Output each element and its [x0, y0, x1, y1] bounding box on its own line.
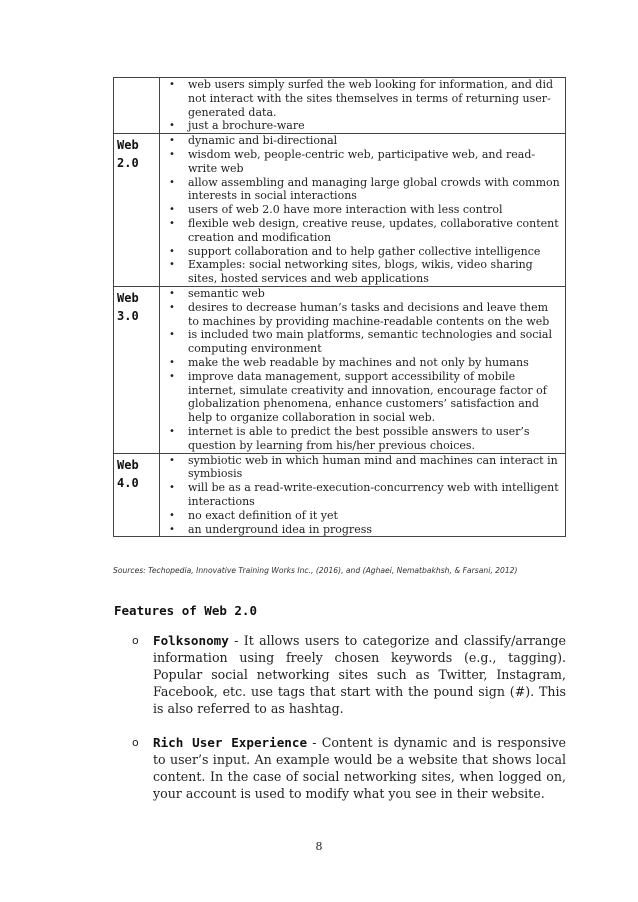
list-item: • is included two main platforms, semantic technologies and social computing environment: [160, 328, 565, 356]
row-label-line1: Web: [117, 290, 139, 305]
list-item: • internet is able to predict the best possible answers to user’s question by learning from his/her previous choices.: [160, 425, 565, 453]
row-label: [114, 78, 160, 134]
feature-term: Folksonomy: [153, 633, 229, 648]
list-item: • semantic web: [160, 287, 565, 301]
table-row: [114, 78, 566, 134]
row-items: [160, 78, 566, 134]
list-item: • web users simply surfed the web looking for information, and did not interact with the sites themselves in terms of returning user-generated data.: [160, 78, 565, 119]
row-label-line2: 2.0: [117, 156, 139, 171]
list-item: • support collaboration and to help gather collective intelligence: [160, 245, 565, 259]
row-label-web-2-0: [114, 134, 160, 287]
web-versions-table: [113, 77, 566, 537]
section-heading: Features of Web 2.0: [114, 603, 257, 618]
circle-bullet-icon: o: [132, 634, 139, 647]
list-item: • no exact definition of it yet: [160, 509, 565, 523]
feature-description: - It allows users to categorize and classify/arrange information using freely chosen keywords (e.g., tagging). Popular social networking sites such as Twitter, Instagram, Facebook, etc. use tags that start with the pound sign (#). This is also referred to as hashtag.: [153, 633, 566, 716]
row-items: [160, 453, 566, 537]
list-item: • Examples: social networking sites, blogs, wikis, video sharing sites, hosted services and web applications: [160, 258, 565, 286]
features-list: [130, 632, 566, 819]
list-item: • make the web readable by machines and not only by humans: [160, 356, 565, 370]
table-row: [114, 453, 566, 537]
bullet-list: [160, 78, 565, 133]
row-items: [160, 134, 566, 287]
feature-description: - Content is dynamic and is responsive to user’s input. An example would be a website that shows local content. In the case of social networking sites, when logged on, your account is used to modify what you see in their website.: [153, 735, 566, 801]
row-label-line2: 3.0: [117, 308, 139, 323]
bullet-list: [160, 134, 565, 286]
bullet-list: [160, 454, 565, 537]
list-item: • allow assembling and managing large global crowds with common interests in social interactions: [160, 176, 565, 204]
bullet-list: [160, 287, 565, 453]
row-label-line1: Web: [117, 457, 139, 472]
circle-bullet-icon: o: [132, 736, 139, 749]
list-item: • symbiotic web in which human mind and machines can interact in symbiosis: [160, 454, 565, 482]
list-item: • flexible web design, creative reuse, updates, collaborative content creation and modification: [160, 217, 565, 245]
row-label-web-3-0: [114, 286, 160, 453]
table-row: [114, 286, 566, 453]
sources-caption: Sources: Techopedia, Innovative Training Works Inc., (2016), and (Aghaei, Nematbakhsh, & Farsani, 2012): [113, 566, 518, 575]
feature-item-folksonomy: [130, 632, 566, 717]
list-item: • just a brochure-ware: [160, 119, 565, 133]
list-item: • desires to decrease human’s tasks and decisions and leave them to machines by providing machine-readable contents on the web: [160, 301, 565, 329]
row-label-line2: 4.0: [117, 475, 139, 490]
row-label-line1: Web: [117, 138, 139, 153]
page-number: 8: [315, 840, 323, 853]
list-item: • an underground idea in progress: [160, 523, 565, 537]
table-row: [114, 134, 566, 287]
row-items: [160, 286, 566, 453]
list-item: • dynamic and bi-directional: [160, 134, 565, 148]
feature-item-rich-user-experience: [130, 734, 566, 802]
list-item: • will be as a read-write-execution-concurrency web with intelligent interactions: [160, 481, 565, 509]
feature-term: Rich User Experience: [153, 735, 308, 750]
list-item: • users of web 2.0 have more interaction with less control: [160, 203, 565, 217]
list-item: • improve data management, support accessibility of mobile internet, simulate creativity and innovation, encourage factor of globalization phenomena, enhance customers’ satisfaction and help to organize collaboration in social web.: [160, 370, 565, 425]
row-label-web-4-0: [114, 453, 160, 537]
list-item: • wisdom web, people-centric web, participative web, and read-write web: [160, 148, 565, 176]
